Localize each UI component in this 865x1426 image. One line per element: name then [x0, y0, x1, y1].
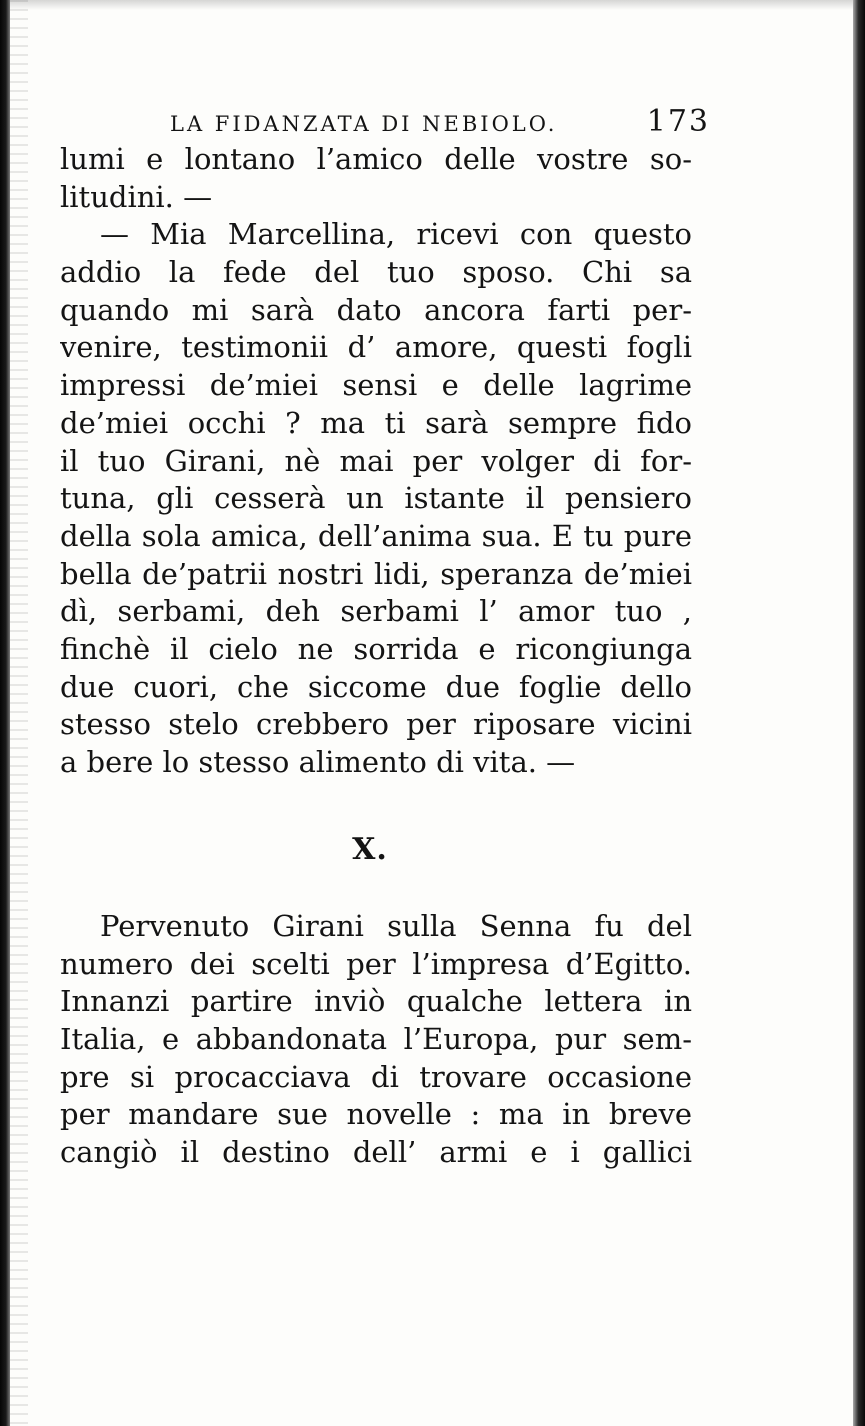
text-line: lumi e lontano l’amico delle vostre so-	[60, 142, 692, 176]
text-line: litudini. —	[60, 179, 213, 214]
text-line: due cuori, che siccome due foglie dello	[60, 669, 692, 704]
text-block-top	[60, 141, 692, 782]
page-number: 173	[646, 104, 710, 139]
text-line: pre si procacciava di trovare occasione	[60, 1059, 692, 1094]
running-head	[60, 104, 710, 144]
text-line: dì, serbami, deh serbami l’ amor tuo ,	[60, 594, 692, 629]
text-line: bella de’patrii nostri lidi, speranza de’miei	[60, 556, 692, 591]
scan-top-edge	[0, 0, 865, 10]
text-line: per mandare sue novelle : ma in breve	[60, 1097, 692, 1132]
text-line: Innanzi partire inviò qualche lettera in	[60, 984, 692, 1019]
text-line: Italia, e abbandonata l’Europa, pur sem-	[60, 1022, 692, 1057]
scan-binding-edge	[0, 0, 10, 1426]
text-line: Pervenuto Girani sulla Senna fu del	[100, 909, 692, 943]
text-line: — Mia Marcellina, ricevi con questo	[100, 217, 692, 252]
text-line: della sola amica, dell’anima sua. E tu pure	[60, 518, 692, 553]
scan-right-edge	[853, 0, 865, 1426]
text-line: addio la fede del tuo sposo. Chi sa	[60, 255, 692, 290]
text-line: finchè il cielo ne sorrida e ricongiunga	[60, 631, 692, 666]
text-line: stesso stelo crebbero per riposare vicini	[60, 707, 692, 742]
text-line: cangiò il destino dell’ armi e i gallici	[60, 1135, 692, 1170]
text-block-bottom	[60, 908, 692, 1172]
text-line: quando mi sarà dato ancora farti per-	[60, 292, 692, 327]
text-line: de’miei occhi ? ma ti sarà sempre fido	[60, 405, 692, 440]
text-line: venire, testimonii d’ amore, questi fogli	[60, 330, 692, 365]
text-line: numero dei scelti per l’impresa d’Egitto.	[60, 946, 692, 981]
running-title: LA FIDANZATA DI NEBIOLO.	[170, 112, 558, 136]
text-line: il tuo Girani, nè mai per volger di for-	[60, 443, 692, 478]
text-line: tuna, gli cesserà un istante il pensiero	[60, 481, 692, 516]
chapter-heading: X.	[352, 832, 388, 867]
text-line: a bere lo stesso alimento di vita. —	[60, 745, 576, 779]
text-line: impressi de’miei sensi e delle lagrime	[60, 368, 692, 403]
scan-edge-speckle	[10, 0, 28, 1426]
